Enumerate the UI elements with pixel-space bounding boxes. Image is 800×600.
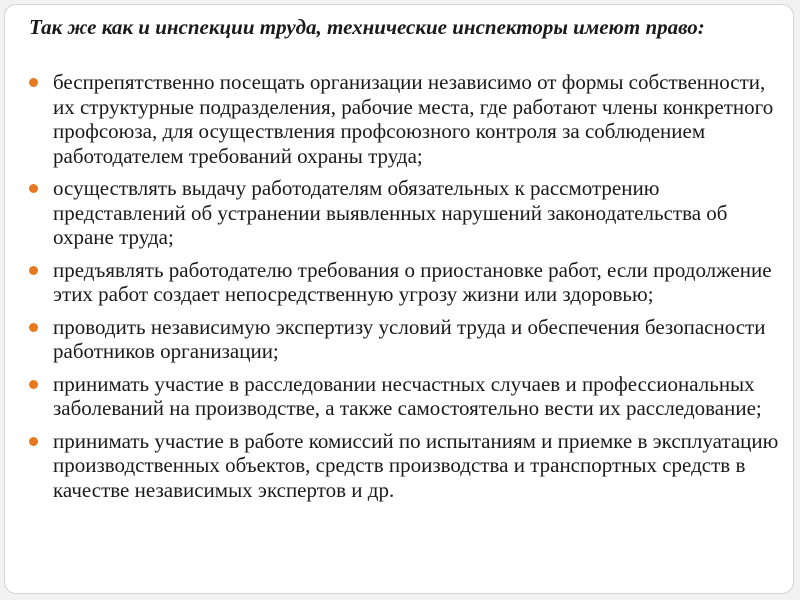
- list-item-text: проводить независимую экспертизу условий труда и обеспечения безопасности работников организации;: [53, 314, 766, 363]
- bullet-dot-icon: [29, 184, 38, 193]
- list-item: [27, 372, 787, 421]
- content-panel: [4, 4, 794, 594]
- list-item: [27, 258, 787, 307]
- slide-heading: Так же как и инспекции труда, технические инспекторы имеют право:: [29, 15, 705, 39]
- list-item: [27, 70, 787, 168]
- bullet-dot-icon: [29, 323, 38, 332]
- bullet-dot-icon: [29, 380, 38, 389]
- bullet-dot-icon: [29, 266, 38, 275]
- list-item-text: осуществлять выдачу работодателям обязательных к рассмотрению представлений об устранении выявленных нарушений законодательства об охране труда;: [53, 176, 728, 249]
- rights-list: [27, 70, 787, 510]
- list-item: [27, 429, 787, 503]
- list-item: [27, 176, 787, 250]
- list-item: [27, 315, 787, 364]
- list-item-text: предъявлять работодателю требования о приостановке работ, если продолжение этих работ создает непосредственную угрозу жизни или здоровью;: [53, 257, 772, 306]
- list-item-text: принимать участие в работе комиссий по испытаниям и приемке в эксплуатацию производственных объектов, средств производства и транспортных средств в качестве независимых экспертов и др.: [53, 428, 779, 502]
- bullet-dot-icon: [29, 437, 38, 446]
- list-item-text: беспрепятственно посещать организации независимо от формы собственности, их структурные подразделения, рабочие места, где работают члены конкретного профсоюза, для осуществления профсоюзного контроля за соблюдением работодателем требований охраны труда;: [53, 70, 774, 168]
- list-item-text: принимать участие в расследовании несчастных случаев и профессиональных заболеваний на производстве, а также самостоятельно вести их расследование;: [53, 371, 762, 420]
- bullet-dot-icon: [29, 78, 38, 87]
